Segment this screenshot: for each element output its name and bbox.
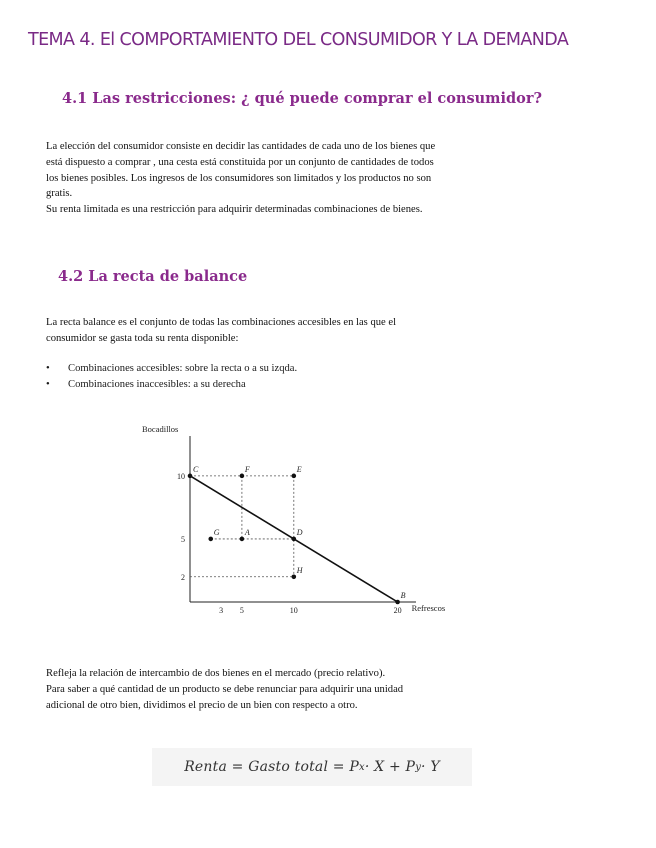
point-f — [240, 474, 245, 479]
x-tick-label: 3 — [219, 606, 224, 615]
formula-rhs: · Y — [421, 759, 440, 775]
point-a — [240, 537, 245, 542]
paragraph-line: La elección del consumidor consiste en decidir las cantidades de cada uno de los bienes que — [46, 141, 436, 152]
paragraph-line: Para saber a qué cantidad de un producto se debe renunciar para adquirir una unidad — [46, 683, 404, 695]
paragraph-line: Refleja la relación de intercambio de dos bienes en el mercado (precio relativo). — [46, 668, 386, 679]
paragraph-line: adicional de otro bien, dividimos el precio de un bien con respecto a otro. — [46, 699, 358, 711]
point-label-f: F — [244, 464, 250, 474]
formula-sub-y: y — [415, 761, 422, 773]
formula-lhs: Renta = Gasto total = P — [184, 759, 360, 775]
budget-formula — [152, 748, 472, 786]
paragraph-line: los bienes posibles. Los ingresos de los consumidores son limitados y los productos no son — [46, 172, 432, 184]
point-label-h: H — [296, 565, 303, 575]
paragraph-line: Su renta limitada es una restricción para adquirir determinadas combinaciones de bienes. — [46, 204, 423, 216]
point-c — [188, 474, 193, 479]
point-e — [292, 474, 297, 479]
point-g — [208, 537, 213, 542]
point-b — [395, 600, 400, 605]
point-label-d: D — [296, 527, 303, 537]
paragraph-line: La recta balance es el conjunto de todas las combinaciones accesibles en las que el — [46, 317, 397, 328]
x-tick-label: 5 — [239, 606, 244, 615]
x-axis-label: Refrescos — [411, 603, 446, 613]
paragraph-line: consumidor se gasta toda su renta disponible: — [46, 332, 239, 344]
section-4-1-heading: 4.1 Las restricciones: ¿ qué puede comprar el consumidor? — [62, 90, 542, 107]
point-label-e: E — [296, 464, 302, 474]
paragraph-line: gratis. — [46, 188, 73, 200]
point-label-g: G — [213, 527, 220, 537]
section-4-2-paragraph — [46, 315, 611, 347]
x-tick-label: 20 — [393, 606, 402, 615]
section-4-1-paragraph — [46, 139, 611, 218]
page-title: TEMA 4. El COMPORTAMIENTO DEL CONSUMIDOR Y LA DEMANDA — [28, 30, 569, 50]
section-4-2-heading: 4.2 La recta de balance — [58, 268, 248, 285]
y-axis-label: Bocadillos — [142, 424, 179, 434]
section-3-paragraph — [46, 666, 611, 713]
paragraph-line: está dispuesto a comprar , una cesta está constituida por un conjunto de cantidades de todos — [46, 156, 434, 168]
point-label-b: B — [400, 591, 406, 600]
bullet-list — [46, 361, 297, 393]
list-item: • Combinaciones accesibles: sobre la recta o a su izqda. — [46, 361, 297, 377]
y-tick-label: 10 — [177, 471, 185, 481]
y-tick-label: 2 — [181, 572, 185, 582]
point-d — [292, 537, 297, 542]
formula-mid: · X + P — [364, 759, 416, 775]
point-label-c: C — [193, 464, 199, 474]
point-label-a: A — [244, 527, 250, 537]
budget-line-chart — [130, 418, 446, 623]
formula-sub-x: x — [359, 761, 365, 773]
x-tick-label: 10 — [289, 606, 298, 615]
point-h — [292, 574, 297, 579]
y-tick-label: 5 — [181, 534, 185, 544]
list-item: • Combinaciones inaccesibles: a su derecha — [46, 377, 297, 393]
